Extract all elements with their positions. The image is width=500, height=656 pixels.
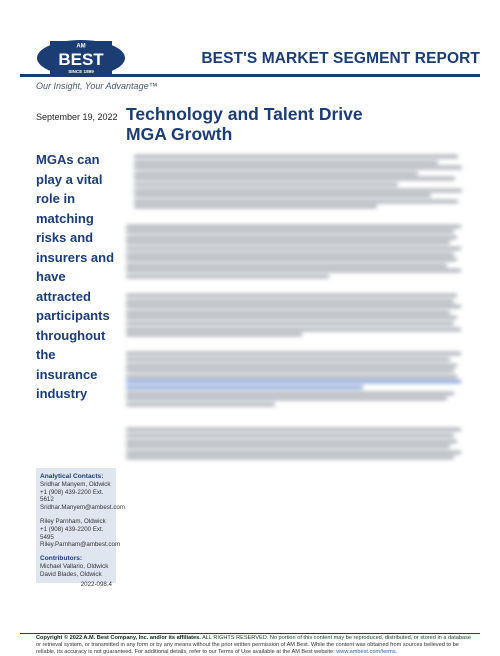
article-title — [126, 104, 466, 144]
contacts-heading: Analytical Contacts: — [40, 473, 104, 480]
contact-1-phone: +1 (908) 439-2200 Ext. 5612 — [40, 488, 104, 504]
report-series-title: BEST'S MARKET SEGMENT REPORT — [201, 50, 480, 67]
copyright-notice: Copyright © 2022 A.M. Best Company, Inc. and/or its affiliates. — [36, 635, 201, 641]
analytical-contacts-box — [36, 468, 126, 588]
contact-2-email[interactable]: Riley.Parnham@ambest.com — [40, 541, 121, 549]
rights-notice: ALL RIGHTS RESERVED. No portion of this content may be reproduced, distributed, or stored in a database or retrieval system, or transmitted in any form or by any means without the prior written permission of AM Best. While the content was obtained from sources believed to be reliable, its accuracy is not guaranteed. For additional details, refer to our Terms of Use available at the AM Best website: — [36, 635, 472, 655]
contact-1-name: Sridhar Manyem, Oldwick — [40, 480, 111, 488]
contributors-heading: Contributors: — [40, 555, 83, 563]
document-number: 2022-098.4 — [80, 580, 112, 588]
tagline: Our Insight, Your Advantage™ — [36, 81, 158, 91]
footer-copyright — [36, 635, 472, 656]
contributor-2: David Blades, Oldwick — [40, 570, 102, 578]
blurred-subheading — [126, 146, 464, 152]
contact-1-email[interactable]: Sridhar.Manyem@ambest.com — [40, 504, 126, 512]
logo-since-text: SINCE 1899 — [68, 69, 94, 74]
contact-2-name: Riley Parnham, Oldwick — [40, 517, 106, 525]
contributor-1: Michael Vallario, Oldwick — [40, 562, 109, 570]
article-body-blurred — [126, 146, 464, 632]
blurred-subheading — [126, 419, 464, 425]
logo-best-text: BEST — [58, 50, 104, 69]
am-best-logo — [36, 38, 126, 78]
terms-link[interactable]: www.ambest.com/terms. — [336, 649, 398, 655]
article-title-line-1: Technology and Talent Drive — [126, 104, 363, 124]
contact-2-phone: +1 (908) 439-2200 Ext. 5495 — [40, 525, 104, 541]
header-divider — [20, 74, 480, 77]
logo-am-text: AM — [76, 43, 86, 50]
footer-divider — [20, 633, 480, 634]
publication-date: September 19, 2022 — [36, 112, 118, 122]
article-title-line-2: MGA Growth — [126, 124, 233, 144]
pull-quote: MGAs can play a vital role in matching risks and insurers and have attracted participants throughout the insurance industry — [36, 152, 115, 401]
